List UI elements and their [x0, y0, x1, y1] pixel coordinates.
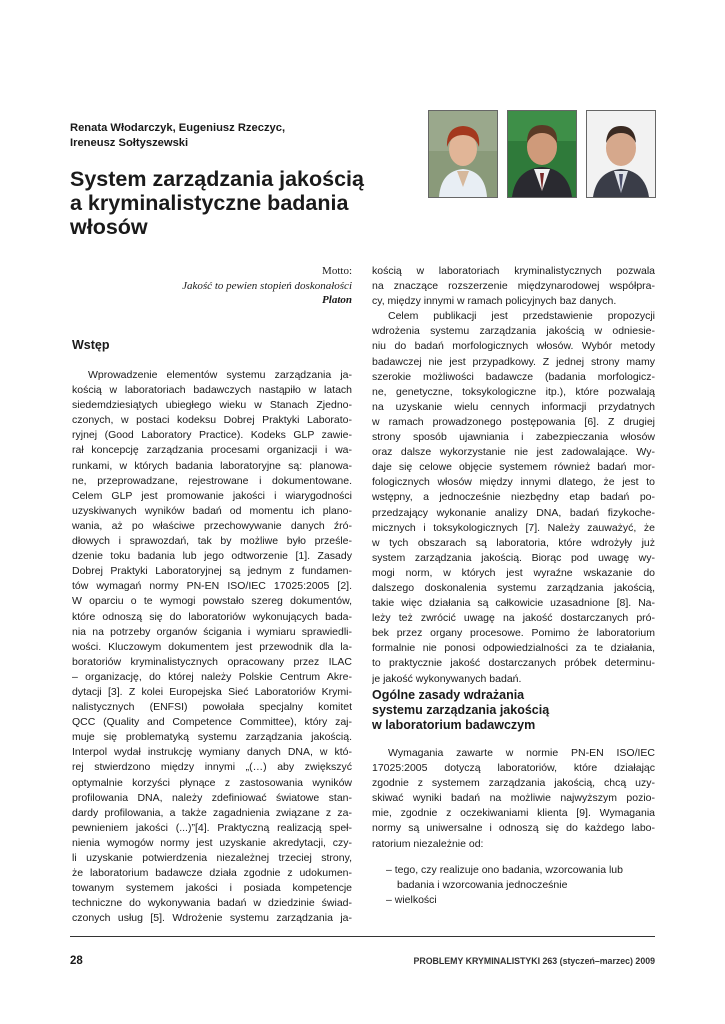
motto — [150, 264, 352, 308]
text-line: boratoriów kryminalistycznych opracowany przez ILAC — [72, 655, 352, 668]
text-line: profilowania DNA, należy zdefiniować światowe stan- — [72, 791, 352, 804]
text-line: nia na potrzeby organów ścigania i wymiaru sprawiedli- — [72, 625, 352, 638]
text-line: czonych usług [5]. Wdrożenie systemu zarządzania ja- — [72, 912, 352, 925]
text-line: bek przez organy procesowe. Pomimo że laboratorium — [372, 627, 655, 640]
text-line: kością w laboratoriach kryminalistycznych pozwala — [372, 265, 655, 277]
motto-author: Platon — [322, 294, 352, 306]
journal-name: PROBLEMY KRYMINALISTYKI 263 (styczeń–marzec) 2009 — [413, 956, 655, 966]
text-line: które odnoszą się do laboratoriów wykonujących bada- — [72, 610, 352, 623]
article-title — [70, 167, 410, 239]
text-line: takie więc działania są całkowicie uzasadnione [8]. Na- — [372, 597, 655, 610]
text-line: ratorium niezależnie od: — [372, 837, 484, 850]
text-line: Celem GLP jest promowanie jakości i wiarygodności — [72, 489, 352, 502]
text-line: QCC (Quality and Competence Committee), który zaj- — [72, 716, 352, 729]
authors — [70, 121, 370, 151]
text-line: runkami, w których badania laboratoryjne są: planowa- — [72, 459, 352, 472]
text-line: że laboratorium badawcze działa zgodnie z udokumen- — [72, 867, 352, 880]
text-line: normy są uniwersalne i odnoszą się do każdego labo- — [372, 822, 655, 835]
text-line: na znaczące rozszerzenie międzynarodowej współpra- — [372, 280, 655, 293]
right-column-text — [372, 264, 655, 687]
text-line: wości. Kluczowym dokumentem jest przewodnik dla la- — [72, 640, 352, 653]
text-line: Interpol wydał instrukcję wymiany danych DNA, w któ- — [72, 746, 352, 759]
authors-line: Renata Włodarczyk, Eugeniusz Rzeczyc, — [70, 122, 286, 134]
title-line: włosów — [70, 215, 148, 239]
text-line: optymalnie korzyści płynące z zastosowania wyników — [72, 776, 352, 789]
text-line: Wymagania zawarte w normie PN-EN ISO/IEC — [388, 747, 655, 759]
author-photo-woman — [428, 110, 498, 198]
text-line: towanym systemem jakości i posiada kompetencje — [72, 882, 352, 895]
text-line: micznych i toksykologicznych [7]. Należy zauważyć, że — [372, 521, 655, 534]
heading-text: Wstęp — [72, 338, 110, 352]
title-line: System zarządzania jakością — [70, 167, 364, 191]
footer-rule — [70, 936, 655, 937]
text-line: ne, przeprowadzane, rejestrowane i dokumentowane. — [72, 474, 352, 487]
text-line: na uzyskanie wielu cennych informacji przydatnych — [372, 400, 655, 413]
text-line: techniczne do wykonywania badań w dziedzinie świad- — [72, 897, 352, 910]
author-photo-man-2 — [586, 110, 656, 198]
text-line: dytacji [3]. Z kolei Europejska Sieć Laboratoriów Krymi- — [72, 685, 352, 698]
text-line: dardy profilowania, a także zagadnienia związane z za- — [72, 806, 352, 819]
text-line: dzenie toku badania lub jego odtworzenie [1]. Zasady — [72, 550, 352, 563]
text-line: li uzyskanie potwierdzenia niezależnej trzeciej strony, — [72, 852, 352, 864]
text-line: mogi norm, w których jest wyraźne wskazanie do — [372, 566, 655, 579]
text-line: zgodnie z systemem zarządzania jakością, chcą uzy- — [372, 777, 655, 790]
text-line: nalistycznych (ENFSI) powołała specjalny komitet — [72, 701, 352, 714]
section-heading-ogolne — [372, 688, 549, 733]
text-line: siedemdziesiątych ubiegłego wieku w Stanach Zjedno- — [72, 399, 352, 412]
text-line: W oparciu o te wymogi powstało szereg dokumentów, — [72, 595, 352, 608]
text-line: tów wymagań normy PN-EN ISO/IEC 17025:2005 [2]. — [72, 580, 352, 593]
text-line: Wprowadzenie elementów systemu zarządzania ja- — [88, 369, 352, 381]
text-line: leży też zwrócić uwagę na jakość dostarczanych pró- — [372, 612, 655, 625]
text-line: strony sposób ujawniania i zabezpieczania włosów — [372, 431, 655, 444]
text-line: muje się problematyką systemu zarządzania jakością. — [72, 731, 352, 744]
text-line: skiwać wyniki badań na możliwie najwyższym pozio- — [372, 792, 655, 805]
motto-label: Motto: — [322, 265, 352, 277]
page-number: 28 — [70, 955, 83, 967]
list-item-continuation: badania i wzorcowania jednocześnie — [397, 879, 568, 892]
heading-line: Ogólne zasady wdrażania — [372, 688, 525, 702]
text-line: uzyskiwanych wyników badań od momentu ich plano- — [72, 504, 352, 517]
text-line: badawczej nie jest przypadkowy. Z jednej strony mamy — [372, 355, 655, 368]
text-line: kością w laboratoriach badawczych nastąpiło w latach — [72, 384, 352, 397]
text-line: je jakość wykonywanych badań. — [372, 672, 522, 685]
text-line: wania, aż po właściwe przechowywanie danych źró- — [72, 519, 352, 532]
text-line: szerokie możliwości badawcze (badania morfologicz- — [372, 370, 655, 383]
text-line: niu do badań morfologicznych włosów. Wybór metody — [372, 340, 655, 353]
text-line: cy, między innymi w ramach policyjnych baz danych. — [372, 295, 617, 308]
text-line: pewnieniem jakości (...)”[4]. Praktyczną realizacją speł- — [72, 821, 352, 834]
text-line: to praktycznie jakość dostarczanych próbek determinu- — [372, 657, 655, 670]
criteria-list — [386, 863, 655, 908]
text-line: formalnie nie ponosi odpowiedzialności za te działania, — [372, 642, 655, 655]
text-line: dalszego doskonalenia systemu zarządzania jakością, — [372, 581, 655, 594]
title-line: a kryminalistyczne badania — [70, 191, 349, 215]
ogolne-text — [372, 746, 655, 852]
heading-line: systemu zarządzania jakością — [372, 703, 550, 717]
text-line: Celem publikacji jest przedstawienie propozycji — [388, 310, 655, 323]
text-line: wdrożenia systemu zarządzania jakością w odniesie- — [372, 325, 655, 338]
text-line: przedzający wykonanie analizy DNA, badań fizykoche- — [372, 506, 655, 519]
text-line: ne, genetyczne, toksykologiczne itp.), które pozwalają — [372, 385, 655, 398]
text-line: w tych obszarach są laboratoria, które wdrożyły już — [372, 536, 655, 549]
text-line: w ramach prowadzonego postępowania [6]. Z drugiej — [372, 415, 655, 428]
text-line: ryjnej (Good Laboratory Practice). Kodeks GLP zawie- — [72, 429, 352, 442]
list-item: – tego, czy realizuje ono badania, wzorcowania lub — [386, 864, 623, 876]
text-line: dłowych i sprawozdań, tak by możliwe było prześle- — [72, 535, 352, 548]
text-line: Dobrej Praktyki Laboratoryjnej są jednym z fundamen- — [72, 565, 352, 578]
text-line: system zarządzania jakością. Biorąc pod uwagę wy- — [372, 551, 655, 564]
list-item: – wielkości — [386, 894, 437, 907]
left-column-text — [72, 368, 352, 926]
text-line: – organizację, do której należy Polskie Centrum Akre- — [72, 670, 352, 683]
heading-line: w laboratorium badawczym — [372, 718, 536, 732]
text-line: wstępny, a jednocześnie niezbędny etap badań po- — [372, 491, 655, 504]
text-line: 17025:2005 dotyczą laboratoriów, które działając — [372, 762, 655, 775]
author-photo-man-1 — [507, 110, 577, 198]
text-line: rał koncepcję zarządzania procesami organizacji i wa- — [72, 444, 352, 457]
text-line: mie, zgodnie z oczekiwaniami klienta [9]. Wymagania — [372, 807, 655, 820]
text-line: czonych, w postaci kodeksu Dobrej Praktyki Laborato- — [72, 414, 352, 427]
text-line: oraz dalsze wykorzystanie nie jest zadowalające. Wy- — [372, 446, 655, 459]
text-line: nienia wymogów normy jest uzyskanie akredytacji, czy- — [72, 836, 352, 849]
section-heading-wstep — [72, 338, 110, 353]
text-line: daje się celowe objęcie systemem również badań mor- — [372, 461, 655, 474]
authors-line: Ireneusz Sołtyszewski — [70, 137, 189, 149]
text-line: rej stwierdzono między innymi „(…) aby zwiększyć — [72, 761, 352, 774]
text-line: fologicznych włosów między innymi dlatego, że jest to — [372, 476, 655, 489]
motto-quote: Jakość to pewien stopień doskonałości — [182, 279, 352, 292]
